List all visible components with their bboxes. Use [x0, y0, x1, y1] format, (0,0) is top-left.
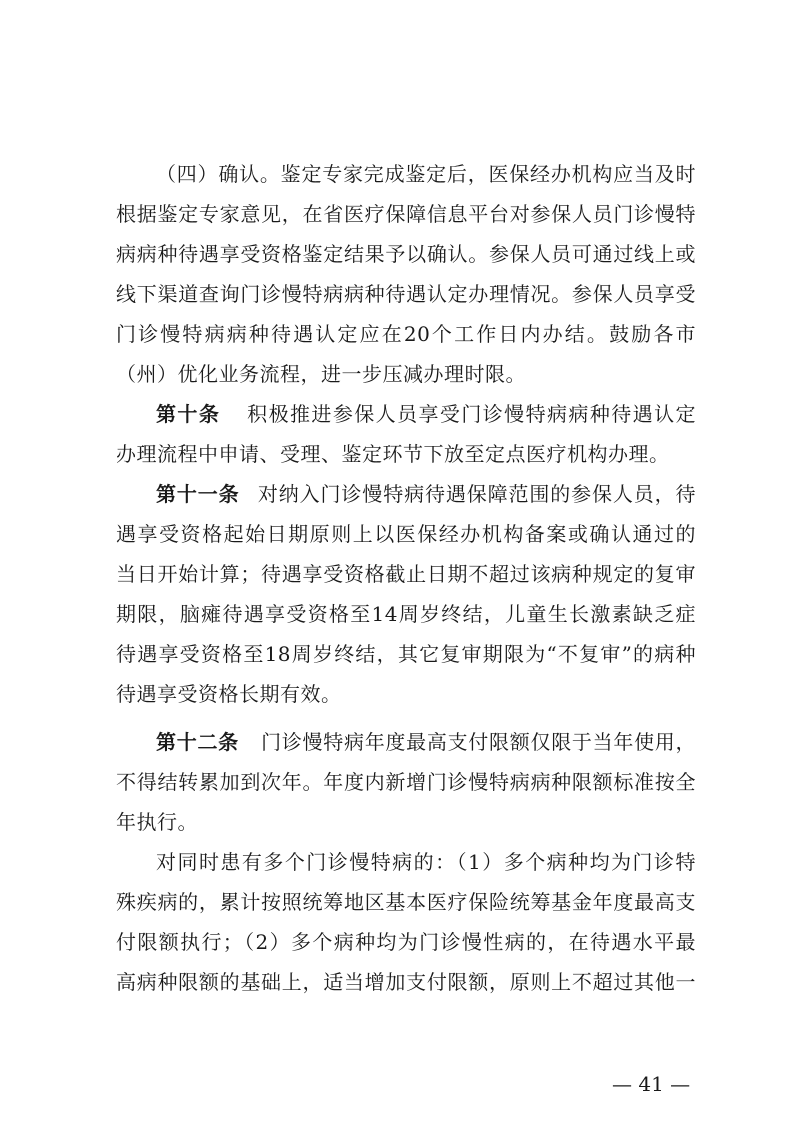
body-text-line: 殊疾病的，累计按照统筹地区基本医疗保险统筹基金年度最高支	[116, 890, 696, 914]
body-text-line: 病病种待遇享受资格鉴定结果予以确认。参保人员可通过线上或	[116, 242, 696, 266]
body-text-line: 对同时患有多个门诊慢特病的：（1）多个病种均为门诊特	[156, 850, 696, 874]
body-text-line: 线下渠道查询门诊慢特病病种待遇认定办理情况。参保人员享受	[116, 282, 696, 306]
article-label: 第十二条	[156, 730, 239, 754]
body-text-line: （州）优化业务流程，进一步压减办理时限。	[116, 362, 526, 386]
body-text-line: 付限额执行；（2）多个病种均为门诊慢性病的，在待遇水平最	[116, 930, 696, 954]
body-text-line: 期限，脑瘫待遇享受资格至14周岁终结，儿童生长激素缺乏症	[116, 602, 696, 626]
body-text-line: 高病种限额的基础上，适当增加支付限额，原则上不超过其他一	[116, 970, 696, 994]
body-text-line: 根据鉴定专家意见，在省医疗保障信息平台对参保人员门诊慢特	[116, 202, 696, 226]
body-text-line: 门诊慢特病病种待遇认定应在20个工作日内办结。鼓励各市	[116, 322, 696, 346]
body-text-line: 待遇享受资格至18周岁终结，其它复审期限为“不复审”的病种	[116, 642, 696, 666]
body-text-line: 遇享受资格起始日期原则上以医保经办机构备案或确认通过的	[116, 522, 696, 546]
article-line	[156, 480, 696, 508]
body-text-line: 年执行。	[116, 810, 198, 834]
page-number: — 41 —	[612, 1072, 691, 1096]
body-text-line: （四）确认。鉴定专家完成鉴定后，医保经办机构应当及时	[156, 162, 696, 186]
body-text: 对纳入门诊慢特病待遇保障范围的参保人员，待	[257, 482, 696, 506]
article-line	[156, 728, 696, 756]
article-label: 第十一条	[156, 482, 240, 506]
body-text-line: 不得结转累加到次年。年度内新增门诊慢特病病种限额标准按全	[116, 770, 696, 794]
body-text-line: 办理流程中申请、受理、鉴定环节下放至定点医疗机构办理。	[116, 442, 670, 466]
article-label: 第十条	[156, 402, 221, 426]
body-text-line: 待遇享受资格长期有效。	[116, 682, 342, 706]
body-text: 门诊慢特病年度最高支付限额仅限于当年使用，	[260, 730, 696, 754]
body-text: 积极推进参保人员享受门诊慢特病病种待遇认定	[246, 402, 696, 426]
article-line	[156, 400, 696, 428]
body-text-line: 当日开始计算；待遇享受资格截止日期不超过该病种规定的复审	[116, 562, 696, 586]
